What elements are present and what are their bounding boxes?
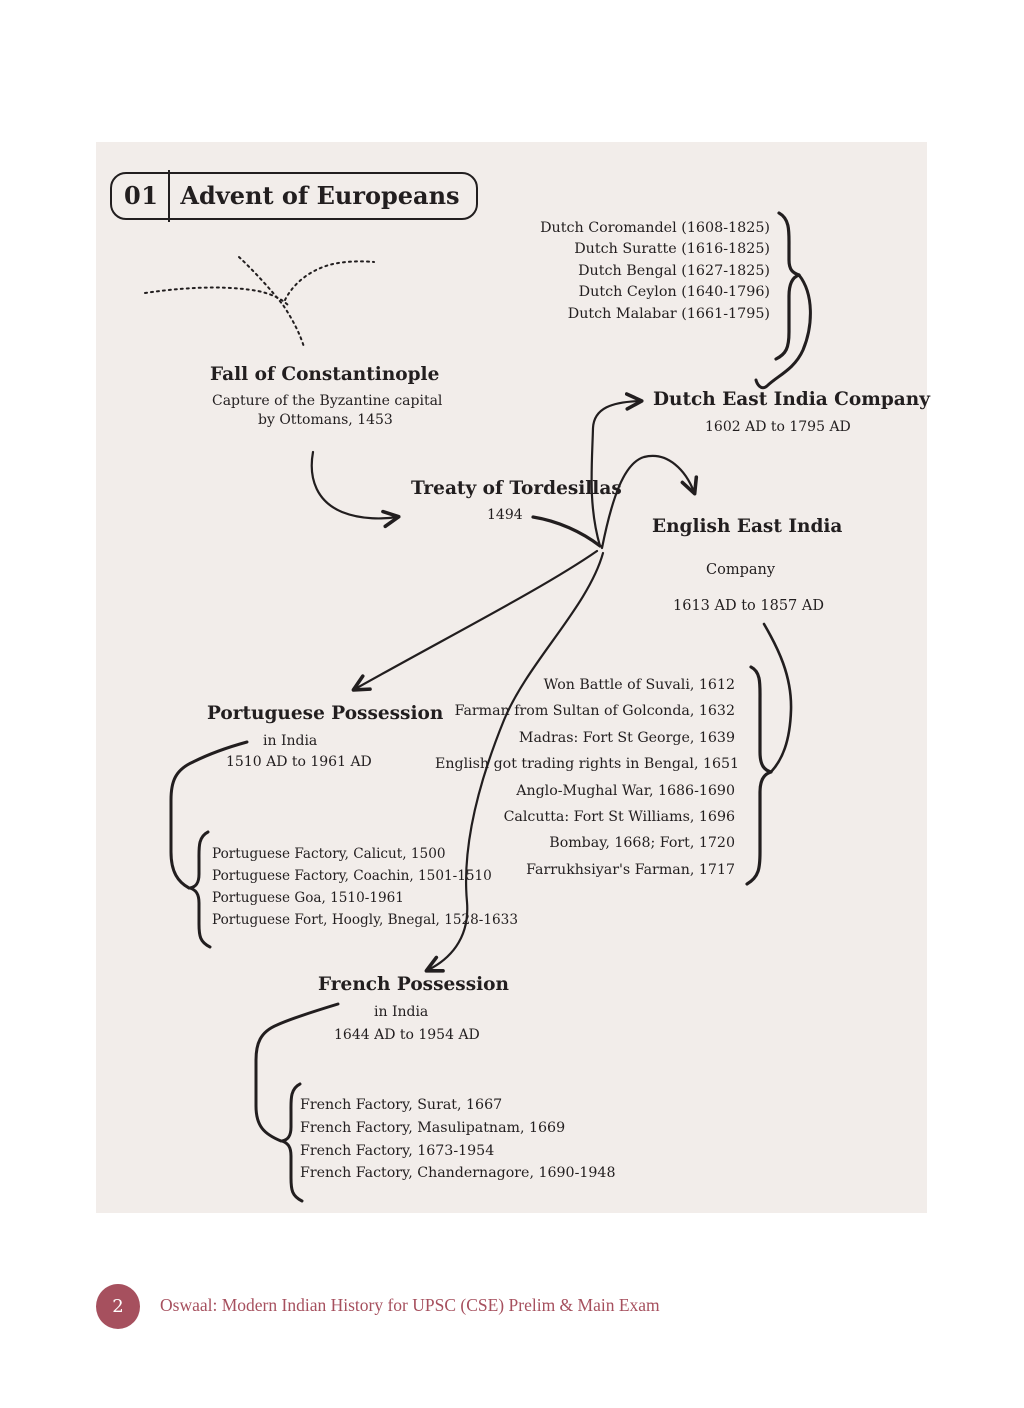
list-item: French Factory, Surat, 1667 <box>300 1097 503 1113</box>
node-french-possession: French Possession <box>318 974 509 995</box>
portuguese-period: 1510 AD to 1961 AD <box>226 754 372 770</box>
list-item: Bombay, 1668; Fort, 1720 <box>549 835 735 852</box>
list-item: Dutch Suratte (1616-1825) <box>574 241 770 258</box>
portuguese-subtitle: in India <box>263 733 318 749</box>
treaty-year: 1494 <box>487 507 523 523</box>
page-number: 2 <box>112 1296 124 1317</box>
chapter-title-box <box>110 172 478 220</box>
list-item: Portuguese Goa, 1510-1961 <box>212 890 404 907</box>
list-item: French Factory, 1673-1954 <box>300 1142 495 1159</box>
french-settlements-list <box>300 1094 615 1185</box>
french-period: 1644 AD to 1954 AD <box>334 1027 480 1043</box>
node-portuguese-possession: Portuguese Possession <box>207 703 444 724</box>
english-company-word: Company <box>706 562 776 578</box>
list-item: Dutch Ceylon (1640-1796) <box>578 284 770 301</box>
list-item: Dutch Malabar (1661-1795) <box>567 305 770 322</box>
title-divider <box>168 170 170 222</box>
list-item: Anglo-Mughal War, 1686-1690 <box>516 782 735 799</box>
node-english-east-india-title: English East India <box>652 516 843 537</box>
list-item: Portuguese Factory, Coachin, 1501-1510 <box>212 868 492 885</box>
node-dutch-east-india-company: Dutch East India Company <box>653 389 930 410</box>
list-item: Madras: Fort St George, 1639 <box>518 729 735 746</box>
list-item: Farman from Sultan of Golconda, 1632 <box>454 703 735 720</box>
list-item: French Factory, Chandernagore, 1690-1948 <box>300 1165 616 1182</box>
list-item: Dutch Bengal (1627-1825) <box>578 262 770 279</box>
english-company-period: 1613 AD to 1857 AD <box>673 598 824 614</box>
fall-subtitle-line1: Capture of the Byzantine capital <box>212 393 443 409</box>
node-fall-of-constantinople: Fall of Constantinople <box>210 364 440 385</box>
list-item: Won Battle of Suvali, 1612 <box>543 677 735 693</box>
list-item: Calcutta: Fort St Williams, 1696 <box>503 809 735 826</box>
list-item: Farrukhsiyar's Farman, 1717 <box>526 861 735 878</box>
list-item: Portuguese Factory, Calicut, 1500 <box>212 846 446 862</box>
list-item: Dutch Coromandel (1608-1825) <box>540 220 770 236</box>
portuguese-settlements-list <box>212 843 518 931</box>
list-item: Portuguese Fort, Hoogly, Bnegal, 1528-1633 <box>212 912 518 929</box>
chapter-number: 01 <box>124 181 159 210</box>
fall-subtitle-line2: by Ottomans, 1453 <box>258 412 393 428</box>
list-item: French Factory, Masulipatnam, 1669 <box>300 1119 566 1136</box>
node-treaty-of-tordesillas: Treaty of Tordesillas <box>411 478 622 499</box>
dutch-company-period: 1602 AD to 1795 AD <box>705 419 851 435</box>
page-number-badge <box>96 1284 140 1329</box>
book-title-footer: Oswaal: Modern Indian History for UPSC (CSE) Prelim & Main Exam <box>160 1295 660 1315</box>
page-title: Advent of Europeans <box>180 181 460 210</box>
dutch-settlements-list <box>470 218 770 325</box>
list-item: English got trading rights in Bengal, 1651 <box>435 756 740 773</box>
french-subtitle: in India <box>374 1004 429 1020</box>
